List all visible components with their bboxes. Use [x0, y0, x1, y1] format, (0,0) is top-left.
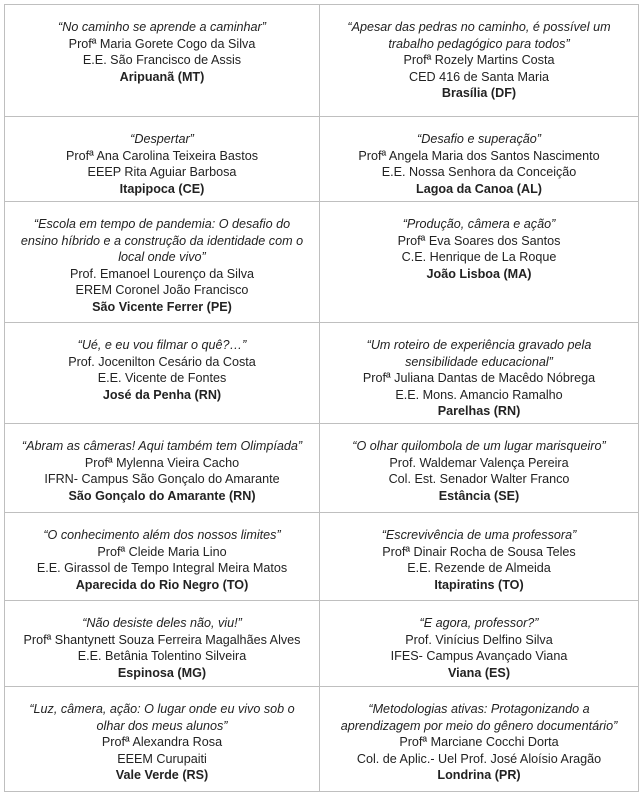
teacher-name: Profª Shantynett Souza Ferreira Magalhães Alves — [23, 632, 301, 647]
project-quote: “Um roteiro de experiência gravado pela sensibilidade educacional” — [366, 338, 592, 369]
project-quote: “Ué, e eu vou filmar o quê?…” — [77, 338, 247, 352]
school-name: E.E. Rezende de Almeida — [407, 561, 551, 575]
project-quote: “Despertar” — [130, 132, 194, 146]
city-name: Espinosa (MG) — [117, 665, 207, 680]
school-name: E.E. Girassol de Tempo Integral Meira Matos — [36, 561, 288, 575]
city-name: Lagoa da Canoa (AL) — [416, 181, 542, 196]
teacher-name: Profª Cleide Maria Lino — [97, 544, 227, 559]
table-row — [5, 202, 639, 323]
city-name: Aripuanã (MT) — [119, 69, 205, 84]
project-quote: “Não desiste deles não, viu!” — [82, 616, 242, 630]
table-cell — [5, 424, 320, 513]
school-name: E.E. Vicente de Fontes — [97, 371, 227, 385]
table-cell — [320, 5, 639, 117]
city-name: Viana (ES) — [447, 665, 511, 680]
teacher-name: Profª Juliana Dantas de Macêdo Nóbrega — [362, 371, 596, 385]
city-name: José da Penha (RN) — [102, 387, 222, 402]
honorees-table — [4, 4, 639, 792]
project-quote: “E agora, professor?” — [419, 616, 539, 630]
table-cell — [320, 513, 639, 601]
teacher-name: Profª Mylenna Vieira Cacho — [84, 455, 240, 470]
project-quote: “Metodologias ativas: Protagonizando a aprendizagem por meio do gênero documentário” — [340, 702, 618, 733]
city-name: Brasília (DF) — [441, 86, 517, 100]
table-cell — [320, 687, 639, 792]
school-name: CED 416 de Santa Maria — [408, 69, 549, 84]
table-row — [5, 424, 639, 513]
city-name: São Gonçalo do Amarante (RN) — [68, 488, 256, 503]
table-row — [5, 513, 639, 601]
city-name: João Lisboa (MA) — [426, 266, 532, 281]
table-row — [5, 323, 639, 424]
table-row — [5, 117, 639, 202]
project-quote: “Escrevivência de uma professora” — [381, 528, 577, 542]
school-name: Col. de Aplic.- Uel Prof. José Aloísio Aragão — [356, 751, 602, 766]
teacher-name: Profª Angela Maria dos Santos Nascimento — [358, 148, 600, 163]
table-cell — [320, 202, 639, 323]
teacher-name: Prof. Jocenilton Cesário da Costa — [68, 354, 256, 369]
table-cell — [5, 5, 320, 117]
project-quote: “No caminho se aprende a caminhar” — [58, 20, 266, 34]
city-name: Aparecida do Rio Negro (TO) — [75, 577, 249, 592]
teacher-name: Profª Eva Soares dos Santos — [397, 233, 561, 248]
school-name: Col. Est. Senador Walter Franco — [388, 472, 570, 486]
school-name: E.E. Nossa Senhora da Conceição — [381, 165, 577, 179]
table-cell — [320, 117, 639, 202]
teacher-name: Profª Marciane Cocchi Dorta — [399, 735, 559, 749]
project-quote: “Luz, câmera, ação: O lugar onde eu vivo sob o olhar dos meus alunos” — [29, 702, 295, 733]
table-cell — [5, 323, 320, 424]
city-name: Estância (SE) — [438, 488, 520, 503]
school-name: EEEP Rita Aguiar Barbosa — [87, 165, 237, 179]
table-cell — [5, 513, 320, 601]
teacher-name: Profª Alexandra Rosa — [101, 735, 223, 749]
city-name: Itapiratins (TO) — [434, 577, 524, 592]
project-quote: “O olhar quilombola de um lugar marisqueiro” — [352, 439, 606, 453]
project-quote: “O conhecimento além dos nossos limites” — [43, 528, 281, 542]
city-name: Londrina (PR) — [437, 768, 521, 782]
table-cell — [320, 424, 639, 513]
table-cell — [5, 117, 320, 202]
school-name: EREM Coronel João Francisco — [75, 283, 249, 297]
school-name: E.E. São Francisco de Assis — [82, 53, 242, 67]
table-row — [5, 687, 639, 792]
city-name: Itapipoca (CE) — [119, 181, 205, 196]
project-quote: “Desafio e superação” — [417, 132, 541, 146]
city-name: Vale Verde (RS) — [115, 768, 209, 782]
project-quote: “Produção, câmera e ação” — [402, 217, 556, 231]
table-row — [5, 5, 639, 117]
teacher-name: Prof. Emanoel Lourenço da Silva — [69, 266, 255, 281]
project-quote: “Escola em tempo de pandemia: O desafio do ensino híbrido e a construção da identidade com o local onde vivo” — [20, 217, 304, 264]
school-name: IFRN- Campus São Gonçalo do Amarante — [44, 472, 280, 486]
table-cell — [5, 601, 320, 687]
teacher-name: Profª Dinair Rocha de Sousa Teles — [382, 544, 576, 559]
school-name: E.E. Mons. Amancio Ramalho — [395, 387, 563, 402]
school-name: E.E. Betânia Tolentino Silveira — [77, 649, 247, 663]
table-cell — [320, 323, 639, 424]
table-cell — [5, 687, 320, 792]
city-name: Parelhas (RN) — [437, 404, 521, 418]
teacher-name: Prof. Waldemar Valença Pereira — [389, 455, 569, 470]
school-name: EEEM Curupaiti — [117, 751, 207, 766]
table-cell — [5, 202, 320, 323]
project-quote: “Apesar das pedras no caminho, é possível um trabalho pedagógico para todos” — [347, 20, 611, 51]
table-row — [5, 601, 639, 687]
table-cell — [320, 601, 639, 687]
teacher-name: Profª Maria Gorete Cogo da Silva — [68, 36, 256, 51]
school-name: C.E. Henrique de La Roque — [401, 250, 557, 264]
project-quote: “Abram as câmeras! Aqui também tem Olimpíada” — [21, 439, 303, 453]
city-name: São Vicente Ferrer (PE) — [92, 299, 232, 314]
school-name: IFES- Campus Avançado Viana — [390, 649, 568, 663]
teacher-name: Profª Rozely Martins Costa — [403, 53, 555, 67]
teacher-name: Profª Ana Carolina Teixeira Bastos — [65, 148, 259, 163]
teacher-name: Prof. Vinícius Delfino Silva — [405, 632, 553, 647]
